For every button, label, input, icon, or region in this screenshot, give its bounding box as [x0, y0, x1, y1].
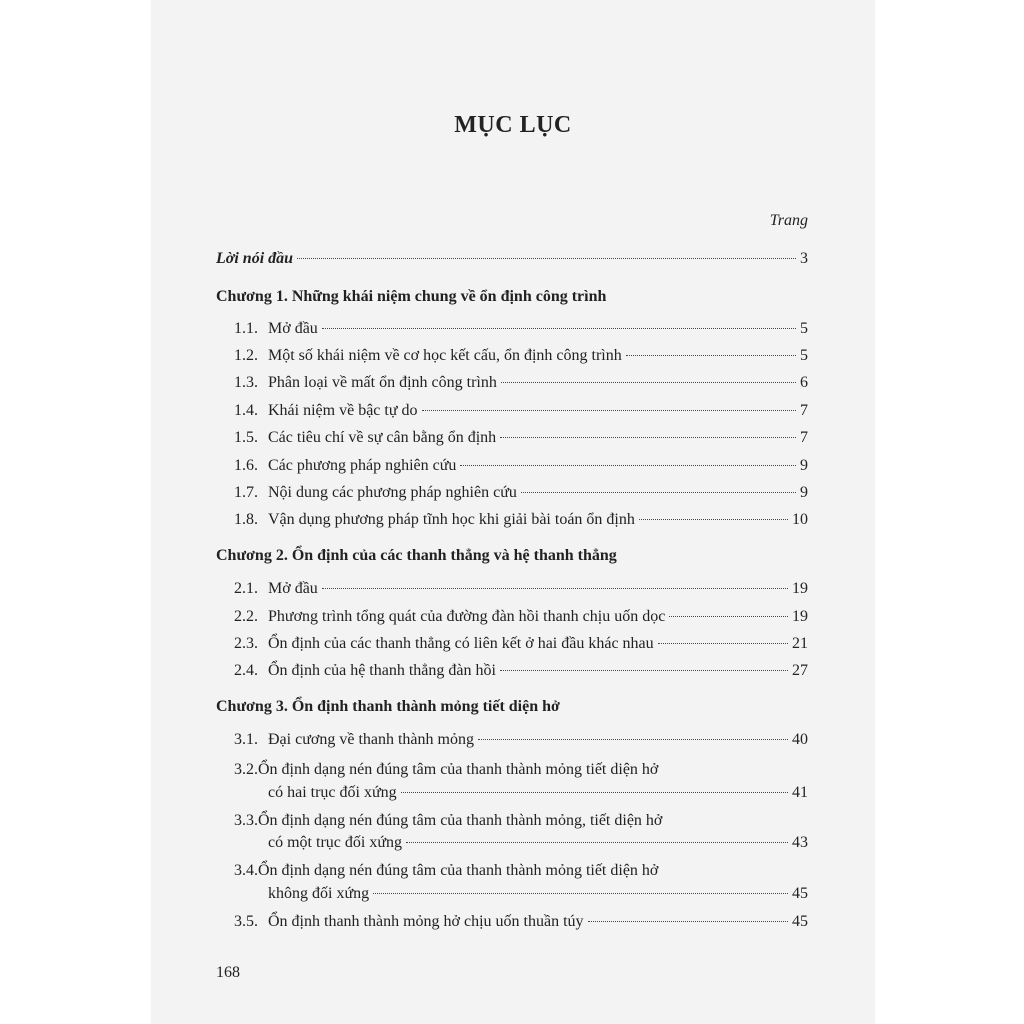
page-title: MỤC LỤC: [454, 112, 572, 138]
toc-entry: [234, 911, 808, 933]
toc-entry: [234, 400, 808, 422]
toc-entry-page: 5: [800, 347, 808, 364]
chapter-heading: Chương 3. Ổn định thanh thành mỏng tiết diện hở: [216, 698, 560, 715]
section-number: 1.4.: [234, 402, 258, 419]
dot-leader: [639, 519, 788, 520]
toc-entry: [234, 455, 808, 477]
section-number: 1.5.: [234, 429, 258, 446]
toc-entry-page: 21: [792, 635, 808, 652]
toc-entry-label-line1: Ổn định dạng nén đúng tâm của thanh thành mỏng tiết diện hở: [258, 761, 659, 778]
section-number: 3.1.: [234, 731, 258, 748]
page-column-label: Trang: [769, 212, 808, 229]
section-number: 1.6.: [234, 457, 258, 474]
section-number: 2.2.: [234, 608, 258, 625]
section-number: 2.4.: [234, 662, 258, 679]
toc-entry-page: 5: [800, 320, 808, 337]
dot-leader: [422, 410, 796, 411]
toc-entry: [234, 578, 808, 600]
chapter-heading: Chương 1. Những khái niệm chung về ổn định công trình: [216, 288, 607, 305]
toc-entry-page: 19: [792, 580, 808, 597]
section-number: 1.8.: [234, 511, 258, 528]
toc-entry: [234, 482, 808, 504]
dot-leader: [401, 792, 788, 793]
toc-entry: [234, 729, 808, 751]
dot-leader: [658, 643, 788, 644]
toc-entry: [234, 372, 808, 394]
dot-leader: [297, 258, 796, 259]
toc-entry-label: Một số khái niệm về cơ học kết cấu, ổn định công trình: [268, 347, 622, 364]
toc-entry-page: 7: [800, 402, 808, 419]
toc-entry: [234, 318, 808, 340]
toc-entry: [268, 832, 808, 854]
dot-leader: [478, 739, 788, 740]
toc-entry-label: Các tiêu chí về sự cân bằng ổn định: [268, 429, 497, 446]
section-number: 2.3.: [234, 635, 258, 652]
toc-entry: [268, 883, 808, 905]
dot-leader: [626, 355, 796, 356]
page-number: 168: [216, 964, 240, 981]
toc-entry-label: Nội dung các phương pháp nghiên cứu: [268, 484, 517, 501]
toc-entry-page: 40: [792, 731, 808, 748]
toc-entry-label: có một trục đối xứng: [268, 834, 402, 851]
toc-entry-page: 10: [792, 511, 808, 528]
toc-entry-label: Lời nói đầu: [216, 250, 294, 267]
toc-entry-label: Ổn định của hệ thanh thẳng đàn hồi: [268, 662, 496, 679]
toc-entry: [234, 660, 808, 682]
toc-entry-page: 7: [800, 429, 808, 446]
toc-entry-label: Mở đầu: [268, 320, 318, 337]
toc-entry-page: 19: [792, 608, 808, 625]
toc-entry: [268, 782, 808, 804]
toc-entry-label: Khái niệm về bậc tự do: [268, 402, 418, 419]
toc-entry: [234, 427, 808, 449]
section-number: 2.1.: [234, 580, 258, 597]
toc-entry-label: Mở đầu: [268, 580, 318, 597]
toc-entry-label: Các phương pháp nghiên cứu: [268, 457, 457, 474]
section-number: 3.2.: [234, 761, 258, 778]
toc-entry-page: 3: [800, 250, 808, 267]
dot-leader: [500, 437, 796, 438]
section-number: 1.1.: [234, 320, 258, 337]
section-number: 1.7.: [234, 484, 258, 501]
dot-leader: [521, 492, 796, 493]
toc-entry-label: không đối xứng: [268, 885, 370, 902]
toc-entry-page: 43: [792, 834, 808, 851]
toc-entry-first-line: [234, 810, 662, 832]
toc-entry-label-line1: Ổn định dạng nén đúng tâm của thanh thành mỏng, tiết diện hở: [258, 812, 663, 829]
toc-entry-label: Ổn định thanh thành mỏng hở chịu uốn thuần túy: [268, 913, 584, 930]
toc-entry-label-line1: Ổn định dạng nén đúng tâm của thanh thành mỏng tiết diện hở: [258, 862, 659, 879]
section-number: 3.5.: [234, 913, 258, 930]
toc-entry: [234, 606, 808, 628]
document-page: [152, 0, 874, 1024]
toc-entry-first-line: [234, 759, 658, 781]
toc-entry-label: Phương trình tổng quát của đường đàn hồi thanh chịu uốn dọc: [268, 608, 666, 625]
section-number: 1.2.: [234, 347, 258, 364]
toc-entry-page: 45: [792, 885, 808, 902]
toc-entry-page: 27: [792, 662, 808, 679]
toc-entry: [234, 633, 808, 655]
dot-leader: [501, 382, 796, 383]
dot-leader: [373, 893, 788, 894]
toc-entry: [234, 509, 808, 531]
dot-leader: [588, 921, 788, 922]
toc-entry-page: 41: [792, 784, 808, 801]
section-number: 3.4.: [234, 862, 258, 879]
toc-entry-label: Vận dụng phương pháp tĩnh học khi giải bài toán ổn định: [268, 511, 635, 528]
dot-leader: [669, 616, 788, 617]
toc-entry-first-line: [234, 860, 658, 882]
toc-entry-page: 9: [800, 484, 808, 501]
toc-entry-label: Phân loại về mất ổn định công trình: [268, 374, 497, 391]
dot-leader: [406, 842, 788, 843]
toc-entry: [234, 345, 808, 367]
toc-entry-label: Đại cương về thanh thành mỏng: [268, 731, 474, 748]
dot-leader: [460, 465, 796, 466]
toc-entry-page: 6: [800, 374, 808, 391]
toc-entry-preface: [216, 248, 808, 270]
section-number: 3.3.: [234, 812, 258, 829]
section-number: 1.3.: [234, 374, 258, 391]
toc-entry-label: Ổn định của các thanh thẳng có liên kết ở hai đầu khác nhau: [268, 635, 654, 652]
dot-leader: [322, 328, 796, 329]
dot-leader: [322, 588, 788, 589]
toc-entry-label: có hai trục đối xứng: [268, 784, 397, 801]
chapter-heading: Chương 2. Ổn định của các thanh thẳng và hệ thanh thẳng: [216, 547, 617, 564]
toc-entry-page: 45: [792, 913, 808, 930]
dot-leader: [500, 670, 788, 671]
toc-entry-page: 9: [800, 457, 808, 474]
